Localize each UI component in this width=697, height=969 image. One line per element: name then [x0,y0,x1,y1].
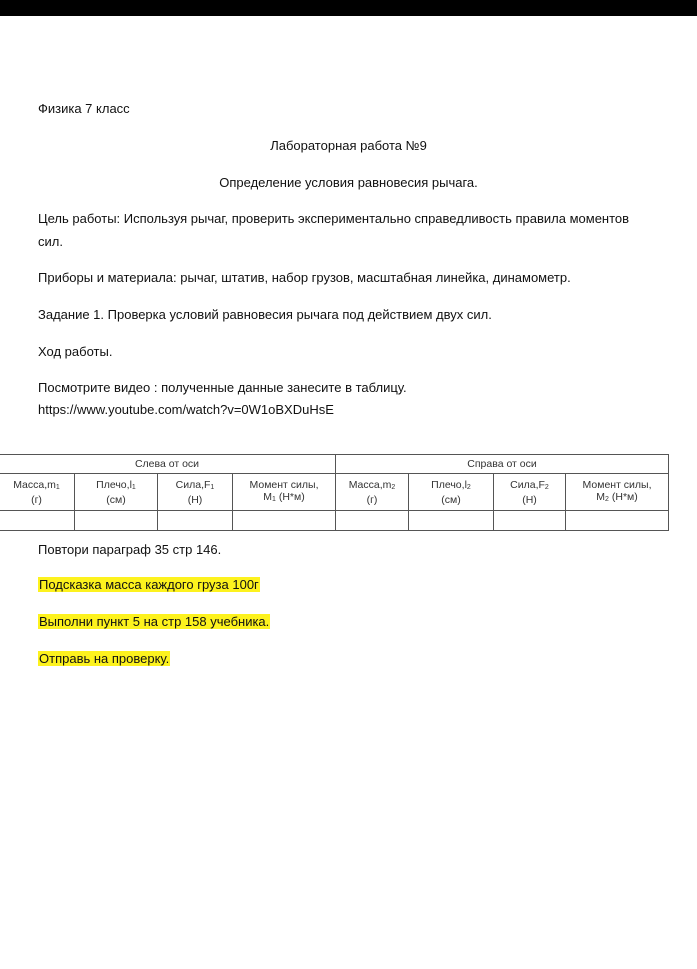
video-link[interactable]: https://www.youtube.com/watch?v=0W1oBXDuHsE [38,402,334,417]
table-cell[interactable] [409,511,494,531]
col-header-mass-left: Масса,m1 (г) [0,474,75,511]
hint-highlighted: Подсказка масса каждого груза 100г [39,577,259,592]
send-highlighted: Отправь на проверку. [39,651,170,666]
left-group-header: Слева от оси [0,455,336,474]
table-cell[interactable] [233,511,336,531]
task-highlighted: Выполни пункт 5 на стр 158 учебника. [39,614,270,629]
procedure-line: Ход работы. [38,344,113,359]
table-cell[interactable] [494,511,566,531]
col-header-arm-right: Плечо,l2 (см) [409,474,494,511]
col-header-arm-left: Плечо,l1 (см) [75,474,158,511]
table-cell[interactable] [0,511,75,531]
table-cell[interactable] [75,511,158,531]
table-cell[interactable] [336,511,409,531]
subject-line: Физика 7 класс [38,101,130,116]
col-header-moment-left: Момент силы, M1 (Н*м) [233,474,336,511]
equipment-line: Приборы и материала: рычаг, штатив, набор грузов, масштабная линейка, динамометр. [38,270,571,285]
video-instruction: Посмотрите видео : полученные данные занесите в таблицу. [38,380,407,395]
col-header-moment-right: Момент силы, M2 (Н*м) [566,474,669,511]
goal-line-2: сил. [38,234,63,249]
table-cell[interactable] [158,511,233,531]
task-line: Задание 1. Проверка условий равновесия рычага под действием двух сил. [38,307,492,322]
top-black-bar [0,0,697,16]
table-cell[interactable] [566,511,669,531]
repeat-paragraph: Повтори параграф 35 стр 146. [38,542,222,557]
col-header-mass-right: Масса,m2 (г) [336,474,409,511]
lever-data-table [0,454,669,531]
col-header-force-left: Сила,F1 (Н) [158,474,233,511]
lab-title: Лабораторная работа №9 [270,138,427,153]
table-row [0,511,669,531]
goal-line-1: Цель работы: Используя рычаг, проверить экспериментально справедливость правила моментов [38,211,630,226]
right-group-header: Справа от оси [336,455,669,474]
lab-topic: Определение условия равновесия рычага. [219,175,478,190]
col-header-force-right: Сила,F2 (Н) [494,474,566,511]
